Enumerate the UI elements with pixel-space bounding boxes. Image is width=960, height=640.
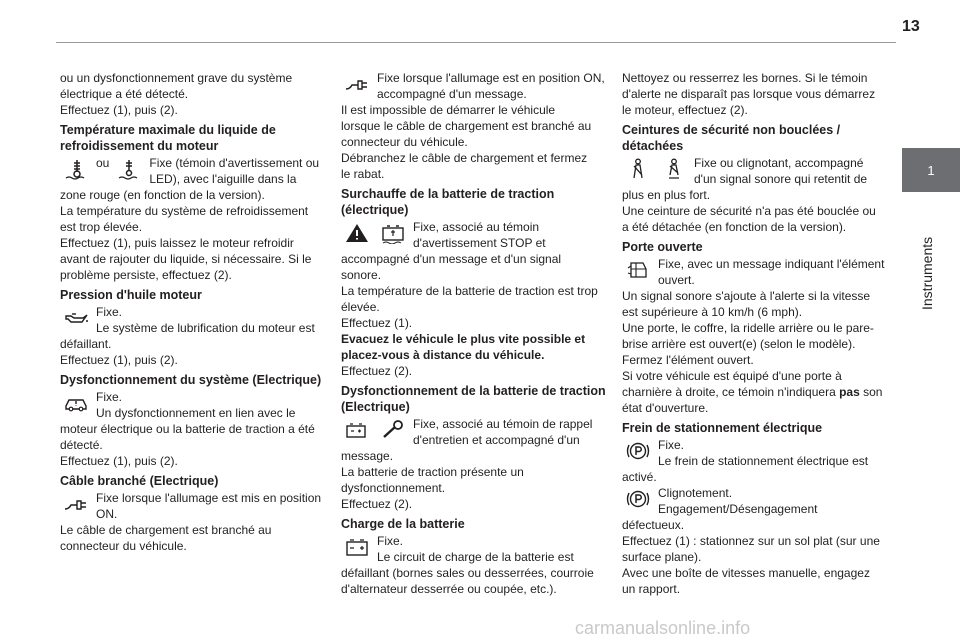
door-open-rest-1: est supérieure à 10 km/h (6 mph). xyxy=(622,305,803,319)
door-open-last xyxy=(622,384,887,400)
battery-overheat-rest-1: sonore. xyxy=(341,268,382,282)
parking-brake-rest1: activé. xyxy=(622,470,657,484)
parking-brake-rest-4: un rapport. xyxy=(622,582,681,596)
door-open-rest-2: Une porte, le coffre, la ridelle arrière ou le pare- xyxy=(622,321,874,335)
battery-overheat-text1: Fixe, associé au témoin d'avertissement STOP et xyxy=(413,220,546,250)
battery-overheat-title: Surchauffe de la batterie de traction (électrique) xyxy=(341,187,555,217)
system-fault-text2: Un dysfonctionnement en lien avec le xyxy=(96,406,296,420)
oil-pressure-title: Pression d'huile moteur xyxy=(60,288,202,302)
seatbelt-row xyxy=(622,155,887,187)
battery-overheat-after: Effectuez (2). xyxy=(341,364,413,378)
chapter-tab[interactable]: 1 xyxy=(902,148,960,192)
system-fault-rest-0: moteur électrique ou la batterie de traction a été xyxy=(60,422,315,436)
door-open-final: état d'ouverture. xyxy=(622,401,709,415)
coolant-rest-3: Effectuez (1), puis laissez le moteur refroidir xyxy=(60,236,294,250)
c1-intro-2: Effectuez (1), puis (2). xyxy=(60,103,178,117)
door-open-rest-4: Fermez l'élément ouvert. xyxy=(622,353,754,367)
charging-plug-icon xyxy=(60,490,92,518)
plug-on-rest-0: Il est impossible de démarrer le véhicule xyxy=(341,103,556,117)
coolant-rest-0: zone rouge (en fonction de la version). xyxy=(60,188,265,202)
plug-on-rest-2: connecteur du véhicule. xyxy=(341,135,468,149)
wrench-icon xyxy=(377,416,409,444)
battery-overheat-row xyxy=(341,219,606,251)
parking-brake-text4: Engagement/Désengagement xyxy=(658,502,818,516)
coolant-row xyxy=(60,155,325,187)
door-open-row xyxy=(622,256,887,288)
coolant-rest-2: est trop élevée. xyxy=(60,220,143,234)
battery-fault-rest-1: La batterie de traction présente un xyxy=(341,465,524,479)
door-open-rest-3: brise arrière est ouvert(e) (selon le modèle). xyxy=(622,337,856,351)
chapter-label xyxy=(917,210,937,330)
seatbelt-icon xyxy=(622,155,654,183)
battery-charge-text2: Le circuit de charge de la batterie est xyxy=(377,550,574,564)
warning-triangle-icon xyxy=(341,219,373,247)
parking-brake-rest-1: Effectuez (1) : stationnez sur un sol plat (sur une xyxy=(622,534,880,548)
column-1 xyxy=(60,70,325,554)
parking-brake-rest-2: surface plane). xyxy=(622,550,702,564)
door-open-rest-5: Si votre véhicule est équipé d'une porte à xyxy=(622,369,842,383)
oil-text2: Le système de lubrification du moteur est xyxy=(96,321,315,335)
oil-text1: Fixe. xyxy=(96,305,123,319)
battery-charge-title: Charge de la batterie xyxy=(341,517,465,531)
battery-overheat-bold: Evacuez le véhicule le plus vite possible et placez-vous à distance du véhicule. xyxy=(341,332,586,362)
oil-can-icon xyxy=(60,304,92,332)
system-fault-title: Dysfonctionnement du système (Electrique) xyxy=(60,373,322,387)
battery-charge-rest-0: défaillant (bornes sales ou desserrées, courroie xyxy=(341,566,594,580)
cable-title: Câble branché (Electrique) xyxy=(60,474,219,488)
battery-fault-text1: Fixe, associé au témoin de rappel d'entretien et accompagné d'un xyxy=(413,417,593,447)
battery-overheat-rest-2: La température de la batterie de traction est trop xyxy=(341,284,598,298)
parking-brake-icon xyxy=(622,437,654,465)
door-open-last-bold: pas xyxy=(839,385,860,399)
seatbelt-rest-1: Une ceinture de sécurité n'a pas été bouclée ou xyxy=(622,204,876,218)
door-open-text1: Fixe, avec un message indiquant l'élément ouvert. xyxy=(658,257,885,287)
c1-intro-1: électrique a été détecté. xyxy=(60,87,189,101)
plug-on-rest-4: le rabat. xyxy=(341,167,385,181)
system-fault-text1: Fixe. xyxy=(96,390,123,404)
plug-on-row xyxy=(341,70,606,102)
parking-brake-text3: Clignotement. xyxy=(658,486,733,500)
seatbelt-text1: Fixe ou clignotant, accompagné d'un signal sonore qui retentit de xyxy=(694,156,868,186)
battery-fault-row xyxy=(341,416,606,448)
parking-brake-rest-0: défectueux. xyxy=(622,518,685,532)
seatbelt-title: Ceintures de sécurité non bouclées / détachées xyxy=(622,123,841,153)
door-open-last-pre: charnière à droite, ce témoin n'indiquera xyxy=(622,385,840,399)
coolant-rest-4: avant de rajouter du liquide, si nécessaire. Si le xyxy=(60,252,312,266)
door-open-last-post: son xyxy=(859,385,883,399)
coolant-temperature-icon xyxy=(60,155,92,183)
coolant-rest-5: problème persiste, effectuez (2). xyxy=(60,268,232,282)
battery-fault-title: Dysfonctionnement de la batterie de traction (Electrique) xyxy=(341,384,606,414)
door-open-title: Porte ouverte xyxy=(622,240,703,254)
parking-brake-text2: Le frein de stationnement électrique est xyxy=(658,454,869,468)
battery-fault-rest-3: Effectuez (2). xyxy=(341,497,413,511)
plug-on-rest-3: Débranchez le câble de chargement et fermez xyxy=(341,151,588,165)
c3-intro-0: Nettoyez ou resserrez les bornes. Si le témoin xyxy=(622,71,868,85)
parking-brake-flashing-icon xyxy=(622,485,654,513)
c3-intro-2: le moteur, effectuez (2). xyxy=(622,103,748,117)
cable-rest-1: connecteur du véhicule. xyxy=(60,539,187,553)
plug-on-rest-1: lorsque le câble de chargement est branché au xyxy=(341,119,592,133)
battery-service-icon xyxy=(341,416,373,444)
battery-charge-row xyxy=(341,533,606,565)
system-fault-rest-1: détecté. xyxy=(60,438,103,452)
parking-brake-rest-3: Avec une boîte de vitesses manuelle, engagez xyxy=(622,566,870,580)
battery-overheat-rest-4: Effectuez (1). xyxy=(341,316,413,330)
coolant-text1: Fixe (témoin d'avertissement ou LED), avec l'aiguille dans la xyxy=(149,156,320,186)
battery-overheat-rest-0: accompagné d'un message et d'un signal xyxy=(341,252,562,266)
coolant-title: Température maximale du liquide de refroidissement du moteur xyxy=(60,123,276,153)
coolant-led-icon xyxy=(113,155,145,183)
parking-brake-row xyxy=(622,437,887,469)
column-2 xyxy=(341,70,606,597)
battery-overheat-rest-3: élevée. xyxy=(341,300,380,314)
battery-icon xyxy=(341,533,373,561)
car-fault-icon xyxy=(60,389,92,417)
oil-pressure-row xyxy=(60,304,325,336)
charging-plug-icon xyxy=(341,70,373,98)
battery-temperature-icon xyxy=(377,219,409,247)
c3-intro-1: d'alerte ne disparaît pas lorsque vous démarrez xyxy=(622,87,876,101)
parking-brake-text1: Fixe. xyxy=(658,438,685,452)
system-fault-row xyxy=(60,389,325,421)
coolant-rest-1: La température du système de refroidissement xyxy=(60,204,309,218)
page-number: 13 xyxy=(902,18,920,35)
battery-charge-rest-1: d'alternateur desserrée ou coupée, etc.). xyxy=(341,582,557,596)
or-text: ou xyxy=(96,156,110,170)
plug-on-text1: Fixe lorsque l'allumage est en position ON, accompagné d'un message. xyxy=(377,71,605,101)
seatbelt-rest-2: a été détachée (en fonction de la version). xyxy=(622,220,847,234)
column-3 xyxy=(622,70,887,597)
oil-rest-1: Effectuez (1), puis (2). xyxy=(60,353,178,367)
cable-row xyxy=(60,490,325,522)
system-fault-rest-2: Effectuez (1), puis (2). xyxy=(60,454,178,468)
oil-rest-0: défaillant. xyxy=(60,337,112,351)
parking-brake-title: Frein de stationnement électrique xyxy=(622,421,823,435)
battery-fault-rest-0: message. xyxy=(341,449,394,463)
c1-intro-0: ou un dysfonctionnement grave du système xyxy=(60,71,293,85)
battery-fault-rest-2: dysfonctionnement. xyxy=(341,481,446,495)
battery-charge-text1: Fixe. xyxy=(377,534,404,548)
chapter-label-text: Instruments xyxy=(919,236,935,310)
seatbelt-rear-icon xyxy=(658,155,690,183)
cable-rest-0: Le câble de chargement est branché au xyxy=(60,523,272,537)
header-rule xyxy=(56,42,896,43)
seatbelt-rest-0: plus en plus fort. xyxy=(622,188,711,202)
watermark[interactable]: carmanualsonline.info xyxy=(575,618,751,638)
cable-text1: Fixe lorsque l'allumage est mis en position ON. xyxy=(96,491,322,521)
door-open-rest-0: Un signal sonore s'ajoute à l'alerte si la vitesse xyxy=(622,289,871,303)
parking-brake-flash-row xyxy=(622,485,887,517)
door-open-icon xyxy=(622,256,654,284)
